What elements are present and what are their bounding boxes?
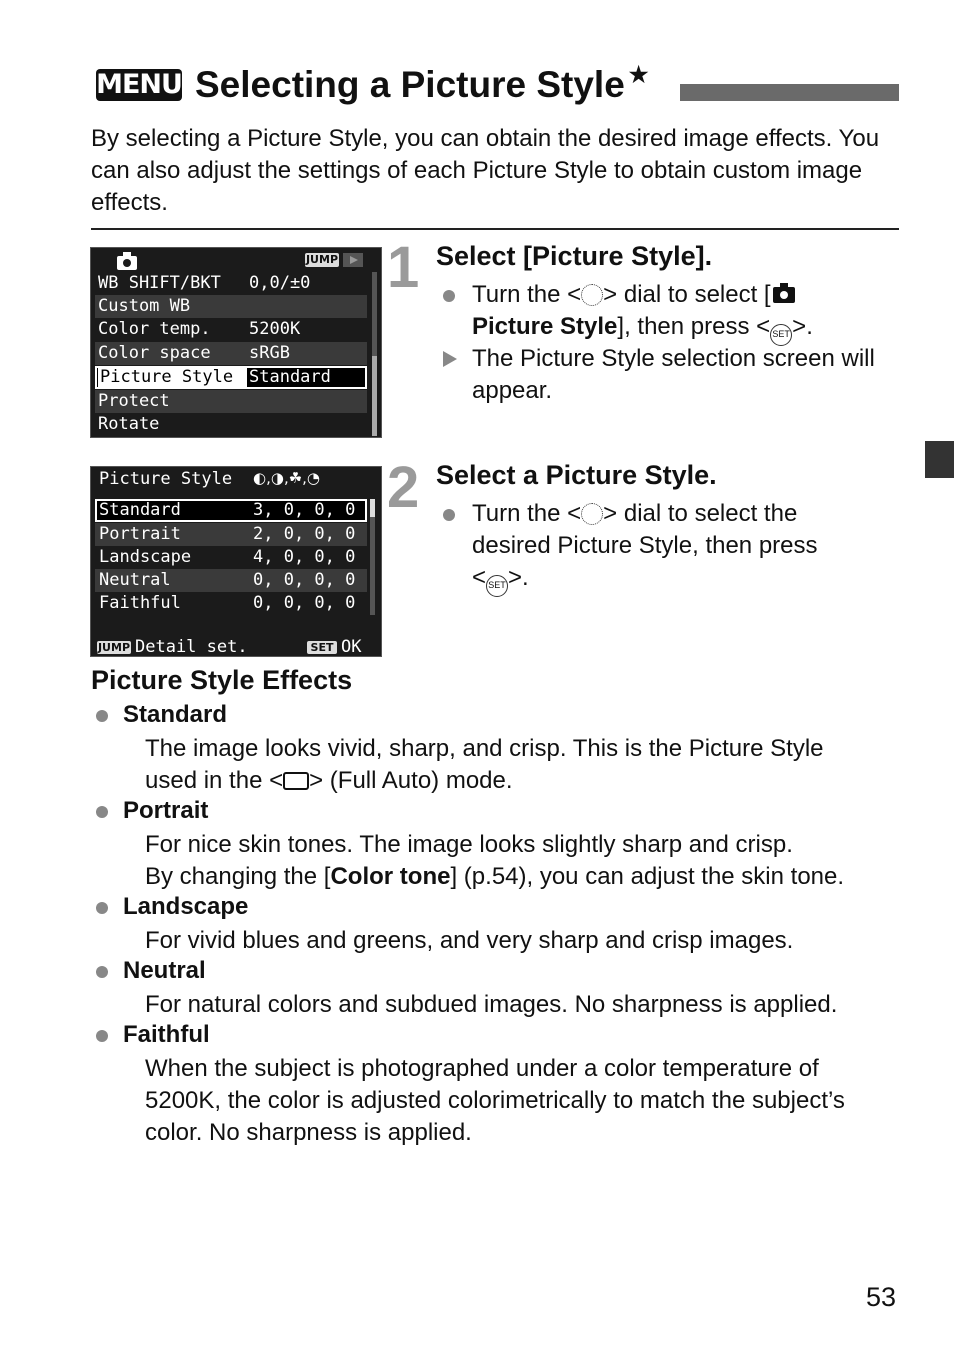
style-row-selected: Standard 3, 0, 0, 0 <box>95 499 367 522</box>
bullet-dot <box>443 290 455 302</box>
star-icon: ★ <box>628 62 649 87</box>
bullet-dot <box>96 806 108 818</box>
scrollbar-thumb <box>370 499 375 517</box>
set-button-icon: SET <box>486 575 508 597</box>
scrollbar-thumb <box>372 356 377 436</box>
camera-menu-screen <box>90 247 382 438</box>
set-button-icon: SET <box>770 324 792 346</box>
title-bar <box>680 84 899 101</box>
effect-name: Portrait <box>123 797 209 824</box>
jump-badge: JUMP <box>97 641 131 654</box>
effect-description: For vivid blues and greens, and very sharp and crisp images. <box>145 927 794 954</box>
menu-row: Color temp. 5200K <box>98 319 301 339</box>
page-number: 53 <box>866 1282 897 1312</box>
bullet-dot <box>96 1030 108 1042</box>
picture-style-screen <box>90 466 382 657</box>
camera-icon <box>773 287 795 303</box>
effect-description: For natural colors and subdued images. No sharpness is applied. <box>145 991 838 1018</box>
dial-icon <box>581 284 603 306</box>
bullet-dot <box>96 966 108 978</box>
menu-row: Custom WB <box>95 295 367 318</box>
section-title: Picture Style Effects <box>91 665 353 695</box>
menu-row: Rotate <box>98 414 160 434</box>
step-instruction: Turn the < > dial to select [ Picture Style], then press < SET>. <box>472 279 902 346</box>
effect-description: For nice skin tones. The image looks slightly sharp and crisp. By changing the [Color tone] (p.54), you can adjust the skin tone. <box>145 831 845 890</box>
step-result: The Picture Style selection screen will appear. <box>472 345 875 404</box>
effect-description: When the subject is photographed under a color temperature of 5200K, the color is adjusted colorimetrically to match the subject’s color. No sharpness is applied. <box>145 1055 845 1146</box>
shooting-menu-icon <box>117 256 137 270</box>
effect-name: Standard <box>123 701 228 728</box>
menu-row-selected: Picture Style Standard <box>95 366 367 389</box>
ok-label: OK <box>341 637 362 657</box>
style-row: Portrait 2, 0, 0, 0 <box>95 523 367 546</box>
detail-set-label: Detail set. <box>135 637 248 657</box>
jump-badge: JUMP <box>305 253 339 266</box>
menu-row: Color space sRGB <box>95 342 367 365</box>
step-number: 1 <box>387 235 420 300</box>
page-title: Selecting a Picture Style ★ <box>195 62 649 105</box>
effect-name: Faithful <box>123 1021 210 1048</box>
effect-name: Neutral <box>123 957 206 984</box>
step-title: Select a Picture Style. <box>436 460 717 490</box>
step-number: 2 <box>387 455 420 520</box>
menu-row: WB SHIFT/BKT 0,0/±0 <box>98 273 311 293</box>
menu-row: Protect <box>95 390 367 413</box>
full-auto-icon <box>283 772 309 790</box>
effect-description: The image looks vivid, sharp, and crisp. This is the Picture Style used in the < > (Full Auto) mode. <box>145 735 824 794</box>
menu-badge: MENU <box>96 69 182 100</box>
chapter-tab <box>925 441 954 478</box>
bullet-dot <box>96 902 108 914</box>
dial-icon <box>581 503 603 525</box>
playback-icon <box>343 253 363 267</box>
style-row: Neutral 0, 0, 0, 0 <box>95 569 367 592</box>
divider <box>91 228 899 230</box>
bullet-dot <box>96 710 108 722</box>
screen-title: Picture Style <box>99 469 233 489</box>
bullet-dot <box>443 509 455 521</box>
set-badge: SET <box>307 641 337 654</box>
result-arrow-icon <box>443 351 457 367</box>
step-title: Select [Picture Style]. <box>436 241 713 271</box>
style-row: Landscape 4, 0, 0, 0 <box>99 547 356 567</box>
intro-text: By selecting a Picture Style, you can obtain the desired image effects. You can also adjust the settings of each Picture Style to obtain custom image effects. <box>91 125 880 216</box>
effect-name: Landscape <box>123 893 249 920</box>
step-instruction: Turn the < > dial to select the desired Picture Style, then press < SET>. <box>472 498 852 597</box>
param-icons: ◐,◑,☘,◔ <box>253 469 321 487</box>
style-row: Faithful 0, 0, 0, 0 <box>99 593 356 613</box>
